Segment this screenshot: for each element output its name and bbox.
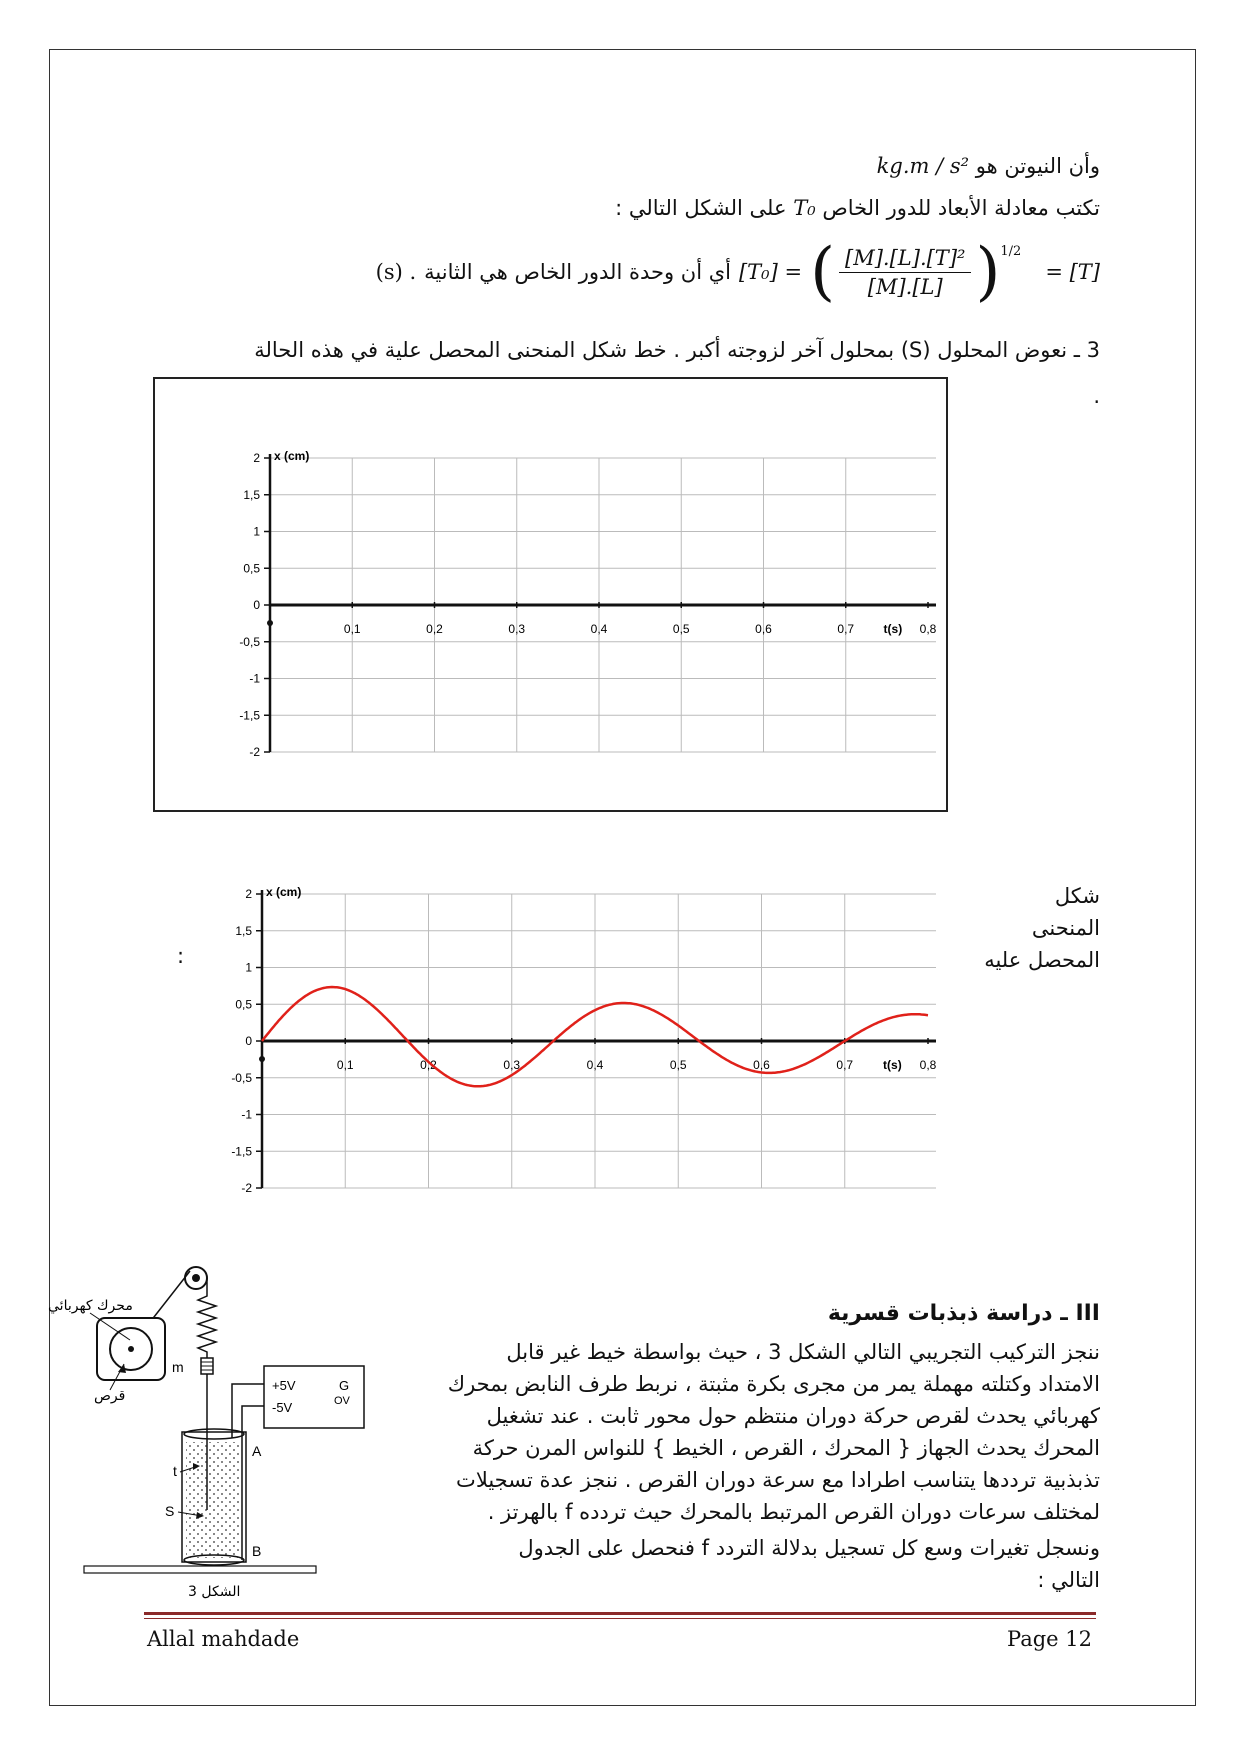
y-tick-label: 0,5 — [235, 997, 252, 1012]
label-b: B — [252, 1543, 262, 1559]
text-line-1: وأن النيوتن هو kg.m / s² — [876, 154, 1100, 178]
y-tick-label: 0 — [245, 1034, 252, 1048]
formula-tail-unit: (s) . — [375, 260, 417, 284]
y-tick-label: 1,5 — [235, 923, 252, 938]
formula-bracket: ( $\frac{\text{[M].[L].[T]²}}{[M].[L]}$ ) 1/2 — [810, 235, 1022, 309]
x-tick-label: 0,8 — [919, 622, 937, 636]
y-tick-label: 1 — [245, 960, 252, 975]
x-tick-label: 0,4 — [590, 622, 608, 636]
x-tick-label: 0,5 — [669, 1058, 687, 1072]
x-tick-label: 0,1 — [343, 622, 361, 636]
x-tick-label: 0,7 — [837, 622, 855, 636]
y-axis-label: x (cm) — [274, 449, 310, 463]
gen-minus: -5V — [272, 1400, 293, 1415]
answer-label-3: المحصل عليه — [984, 948, 1100, 972]
formula-numerator: [M].[L].[T]² — [839, 246, 971, 273]
x-tick-label: 0,3 — [503, 1058, 521, 1072]
y-tick-label: -1,5 — [231, 1144, 252, 1159]
para-line: ننجز التركيب التجريبي التالي الشكل 3 ، حيث بواسطة خيط غير قابل — [506, 1340, 1100, 1364]
para-line: ونسجل تغيرات وسع كل تسجيل بدلالة التردد f فنحصل على الجدول — [518, 1536, 1100, 1560]
formula-denominator: [M].[L] — [867, 274, 943, 299]
y-tick-label: -0,5 — [239, 634, 260, 649]
formula-rhs: = [T] — [1045, 260, 1100, 284]
y-tick-label: -0,5 — [231, 1070, 252, 1085]
para-line: كهربائي يحدث لقرص حركة دوران منتظم حول محور ثابت . عند تشغيل — [486, 1404, 1100, 1428]
x-tick-label: 0,8 — [919, 1058, 937, 1072]
section-title: III ـ دراسة ذبذبات قسرية — [827, 1301, 1100, 1326]
para-line: تذبذبية ترددها يتناسب اطرادا مع سرعة دوران القرص . ننجز عدة تسجيلات — [456, 1468, 1100, 1492]
y-tick-label: 0 — [253, 598, 260, 612]
y-tick-label: -1 — [249, 671, 260, 686]
figure-caption: الشكل 3 — [188, 1584, 241, 1600]
y-tick-label: -1 — [241, 1107, 252, 1122]
mass-label: m — [172, 1359, 184, 1375]
y-axis-label: x (cm) — [266, 885, 302, 899]
footer-author: Allal mahdade — [147, 1627, 300, 1651]
formula-exponent: 1/2 — [1000, 244, 1022, 259]
solution-dots — [186, 1442, 242, 1558]
answer-colon: : — [177, 944, 185, 968]
para-line: التالي : — [1037, 1568, 1100, 1592]
footer-page-number: Page 12 — [1007, 1627, 1092, 1651]
newton-unit: kg.m / s² — [876, 154, 970, 178]
x-tick-label: 0,5 — [672, 622, 690, 636]
formula-lhs: [T₀] = — [738, 260, 803, 284]
gen-g: G — [339, 1378, 350, 1393]
answer-label-1: شكل — [1054, 884, 1100, 908]
x-tick-label: 0,3 — [508, 622, 526, 636]
motor-label: محرك كهربائي — [48, 1298, 133, 1314]
y-tick-label: -1,5 — [239, 708, 260, 723]
x-tick-label: 0,2 — [426, 622, 443, 636]
disc-label: قرص — [94, 1388, 126, 1404]
x-tick-label: 0,2 — [420, 1058, 437, 1072]
x-tick-label: 0,7 — [836, 1058, 854, 1072]
question-3-dot: . — [1093, 384, 1100, 408]
y-tick-label: 2 — [253, 451, 260, 465]
para-line: الامتداد وكتلته مهملة يمر من مجرى بكرة مثبتة ، نربط طرف النابض بمحرك — [447, 1372, 1100, 1396]
y-tick-label: 1 — [253, 524, 260, 539]
y-tick-label: 0,5 — [243, 561, 260, 576]
x-axis-label: t(s) — [883, 622, 903, 636]
base-plate — [84, 1566, 316, 1573]
para-line: المحرك يحدث الجهاز { المحرك ، القرص ، الخيط } للنواس المرن حركة — [472, 1436, 1100, 1460]
label-t: t — [173, 1463, 177, 1479]
x-tick-label: 0,1 — [336, 1058, 354, 1072]
text-line-2: تكتب معادلة الأبعاد للدور الخاص T₀ على الشكل التالي : — [615, 196, 1100, 220]
footer-rule — [144, 1612, 1096, 1615]
spring-icon — [198, 1290, 216, 1358]
y-tick-label: -2 — [241, 1181, 252, 1195]
gen-plus: +5V — [272, 1378, 296, 1393]
y-tick-label: 1,5 — [243, 487, 260, 502]
y-tick-label: -2 — [249, 745, 260, 759]
x-tick-label: 0,6 — [755, 622, 772, 636]
y-tick-label: 2 — [245, 887, 252, 901]
formula-tail-text: أي أن وحدة الدور الخاص هي الثانية — [424, 260, 731, 284]
footer-rule-thin — [144, 1618, 1096, 1619]
x-tick-label: 0,4 — [586, 1058, 604, 1072]
answer-label-2: المنحنى — [1031, 916, 1100, 940]
x-tick-label: 0,6 — [753, 1058, 770, 1072]
x-axis-label: t(s) — [883, 1058, 902, 1072]
para-line: لمختلف سرعات دوران القرص المرتبط بالمحرك حيث تردده f بالهرتز . — [487, 1500, 1100, 1524]
label-a: A — [252, 1443, 262, 1459]
gen-ov: OV — [334, 1395, 350, 1407]
label-s: S — [165, 1503, 175, 1519]
question-3: 3 ـ نعوض المحلول (S) بمحلول آخر لزوجته أكبر . خط شكل المنحنى المحصل علية في هذه الحالة — [254, 338, 1100, 362]
